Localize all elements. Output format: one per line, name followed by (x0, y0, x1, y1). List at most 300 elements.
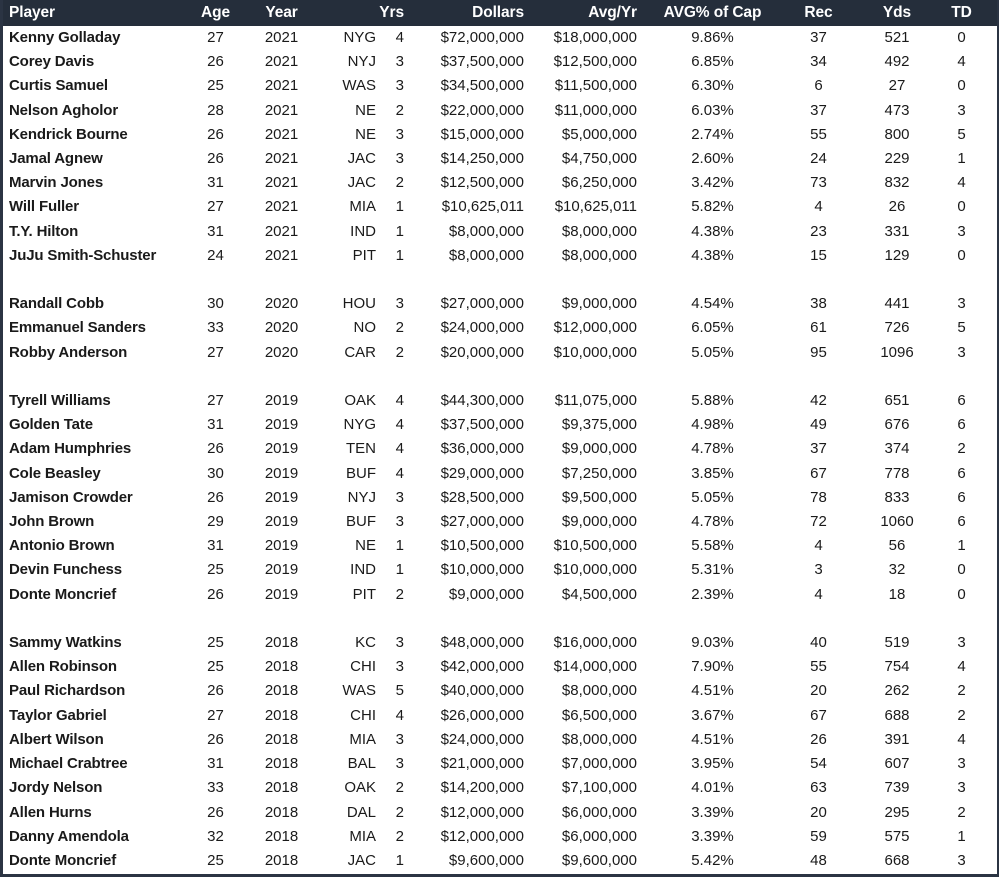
cell-avg-cap: 4.38% (691, 222, 734, 240)
cell-dollars: $44,300,000 (440, 392, 524, 410)
cell-dollars: $42,000,000 (440, 658, 524, 676)
cell-avg-cap: 6.03% (691, 101, 734, 119)
cell-yrs: 1 (395, 537, 404, 555)
cell-year: 2021 (264, 101, 299, 119)
cell-dollars: $40,000,000 (440, 682, 524, 700)
cell-avg-cap: 4.51% (691, 730, 734, 748)
cell-avg-cap: 2.60% (691, 150, 734, 168)
cell-avg-cap: 6.05% (691, 319, 734, 337)
cell-dollars: $9,000,000 (448, 585, 524, 603)
cell-yds: 295 (884, 803, 910, 821)
cell-yds: 32 (888, 561, 906, 579)
cell-dollars: $24,000,000 (440, 730, 524, 748)
cell-avg-yr: $9,500,000 (561, 488, 637, 506)
cell-rec: 34 (810, 53, 827, 71)
cell-team: BAL (347, 755, 376, 773)
cell-td: 0 (957, 198, 966, 216)
table-row[interactable] (3, 244, 999, 268)
table-row[interactable] (3, 704, 999, 728)
table-row[interactable] (3, 801, 999, 825)
cell-td: 0 (957, 29, 966, 46)
cell-avg-yr: $9,375,000 (561, 416, 637, 434)
cell-avg-yr: $10,000,000 (553, 343, 637, 361)
cell-year: 2021 (264, 77, 299, 95)
cell-avg-cap: 4.38% (691, 246, 734, 264)
cell-age: 27 (207, 343, 224, 361)
cell-age: 24 (207, 246, 224, 264)
cell-dollars: $10,000,000 (440, 561, 524, 579)
table-row[interactable] (3, 341, 999, 365)
cell-avg-cap: 3.85% (691, 464, 734, 482)
cell-dollars: $48,000,000 (440, 634, 524, 652)
cell-age: 25 (207, 561, 224, 579)
cell-avg-cap: 6.85% (691, 53, 734, 71)
cell-td: 3 (957, 222, 966, 240)
cell-team: MIA (349, 198, 376, 216)
cell-year: 2018 (264, 803, 299, 821)
cell-td: 4 (957, 658, 966, 676)
cell-yds: 519 (884, 634, 910, 652)
cell-yrs: 4 (395, 706, 404, 724)
cell-td: 3 (957, 101, 966, 119)
cell-year: 2019 (264, 561, 299, 579)
cell-td: 0 (957, 246, 966, 264)
cell-player: T.Y. Hilton (9, 222, 79, 240)
cell-rec: 55 (810, 125, 827, 143)
cell-yrs: 2 (395, 585, 404, 603)
cell-player: Curtis Samuel (9, 77, 108, 95)
cell-rec: 40 (810, 634, 827, 652)
cell-yrs: 1 (395, 561, 404, 579)
cell-avg-yr: $7,250,000 (561, 464, 637, 482)
cell-avg-cap: 3.39% (691, 803, 734, 821)
cell-year: 2021 (264, 222, 299, 240)
cell-yds: 832 (884, 174, 910, 192)
cell-td: 3 (957, 295, 966, 313)
table-row[interactable] (3, 123, 999, 147)
cell-avg-cap: 6.30% (691, 77, 734, 95)
column-header-age[interactable]: Age (201, 3, 230, 21)
cell-team: JAC (347, 851, 376, 869)
spacer-cell (3, 607, 999, 631)
cell-rec: 61 (810, 319, 827, 337)
cell-team: CHI (350, 658, 376, 676)
cell-team: WAS (342, 682, 376, 700)
column-header-yds[interactable]: Yds (882, 3, 912, 21)
cell-avg-cap: 2.39% (691, 585, 734, 603)
cell-team: NO (353, 319, 376, 337)
table-row[interactable] (3, 26, 999, 50)
cell-dollars: $28,500,000 (440, 488, 524, 506)
cell-year: 2018 (264, 851, 299, 869)
cell-avg-yr: $6,250,000 (561, 174, 637, 192)
cell-player: Kendrick Bourne (9, 125, 128, 143)
cell-age: 30 (207, 464, 224, 482)
table-row[interactable] (3, 825, 999, 849)
cell-avg-yr: $8,000,000 (561, 222, 637, 240)
cell-player: Cole Beasley (9, 464, 101, 482)
cell-avg-yr: $10,625,011 (554, 198, 637, 216)
cell-avg-yr: $12,000,000 (553, 319, 637, 337)
cell-player: Antonio Brown (9, 537, 115, 555)
table-row[interactable] (3, 510, 999, 534)
cell-age: 27 (207, 392, 224, 410)
cell-dollars: $8,000,000 (448, 222, 524, 240)
cell-yrs: 3 (395, 755, 404, 773)
cell-age: 26 (207, 585, 224, 603)
cell-player: Will Fuller (9, 198, 79, 216)
cell-avg-yr: $6,000,000 (561, 803, 637, 821)
cell-td: 4 (957, 174, 966, 192)
cell-rec: 15 (810, 246, 827, 264)
cell-player: JuJu Smith-Schuster (9, 246, 157, 264)
cell-year: 2018 (264, 706, 299, 724)
table-row[interactable] (3, 776, 999, 800)
cell-avg-cap: 3.67% (691, 706, 734, 724)
cell-year: 2019 (264, 488, 299, 506)
cell-avg-yr: $5,000,000 (561, 125, 637, 143)
cell-team: CHI (350, 706, 376, 724)
cell-age: 27 (207, 198, 224, 216)
table-row[interactable] (3, 195, 999, 219)
cell-td: 2 (957, 682, 966, 700)
cell-age: 30 (207, 295, 224, 313)
cell-dollars: $9,600,000 (448, 851, 524, 869)
cell-year: 2018 (264, 658, 299, 676)
cell-age: 26 (207, 125, 224, 143)
cell-team: JAC (347, 150, 376, 168)
cell-avg-cap: 5.88% (691, 392, 734, 410)
spacer-cell (3, 268, 999, 292)
cell-yrs: 3 (395, 150, 404, 168)
cell-avg-yr: $11,075,000 (554, 392, 637, 410)
cell-age: 31 (207, 755, 224, 773)
cell-year: 2021 (264, 198, 299, 216)
cell-yds: 668 (884, 851, 910, 869)
cell-team: PIT (352, 246, 376, 264)
cell-yds: 607 (884, 755, 910, 773)
cell-yrs: 3 (395, 488, 404, 506)
cell-yds: 391 (884, 730, 910, 748)
cell-yds: 651 (884, 392, 910, 410)
cell-rec: 37 (810, 101, 827, 119)
cell-year: 2021 (264, 53, 299, 71)
cell-td: 1 (957, 827, 966, 845)
cell-yrs: 2 (395, 101, 404, 119)
cell-yrs: 3 (395, 513, 404, 531)
cell-avg-yr: $8,000,000 (561, 730, 637, 748)
cell-team: NYG (343, 29, 376, 46)
cell-yds: 56 (888, 537, 906, 555)
cell-rec: 37 (810, 440, 827, 458)
cell-age: 25 (207, 658, 224, 676)
cell-year: 2019 (264, 464, 299, 482)
cell-age: 28 (207, 101, 224, 119)
cell-team: MIA (349, 827, 376, 845)
cell-rec: 42 (810, 392, 827, 410)
cell-rec: 38 (810, 295, 827, 313)
cell-player: Jordy Nelson (9, 779, 103, 797)
spacer-cell (3, 365, 999, 389)
cell-player: Golden Tate (9, 416, 93, 434)
cell-dollars: $26,000,000 (440, 706, 524, 724)
column-header-yrs[interactable]: Yrs (379, 3, 404, 21)
cell-player: Danny Amendola (9, 827, 129, 845)
cell-dollars: $27,000,000 (440, 513, 524, 531)
cell-rec: 20 (810, 682, 827, 700)
cell-team: NYJ (347, 488, 376, 506)
cell-yds: 229 (884, 150, 910, 168)
cell-year: 2021 (264, 125, 299, 143)
cell-yds: 1060 (880, 513, 914, 531)
cell-avg-cap: 4.78% (691, 513, 734, 531)
cell-td: 4 (957, 730, 966, 748)
cell-player: Marvin Jones (9, 174, 104, 192)
table-row[interactable] (3, 728, 999, 752)
cell-player: Jamal Agnew (9, 150, 103, 168)
cell-dollars: $8,000,000 (448, 246, 524, 264)
cell-player: Randall Cobb (9, 295, 104, 313)
cell-avg-yr: $10,500,000 (553, 537, 637, 555)
cell-age: 31 (207, 537, 224, 555)
cell-dollars: $21,000,000 (440, 755, 524, 773)
cell-avg-yr: $10,000,000 (553, 561, 637, 579)
cell-avg-cap: 4.54% (691, 295, 734, 313)
cell-player: Donte Moncrief (9, 851, 117, 869)
cell-avg-yr: $6,500,000 (561, 706, 637, 724)
column-header-avg-yr[interactable]: Avg/Yr (588, 3, 637, 21)
column-header-year[interactable]: Year (265, 3, 298, 21)
cell-dollars: $27,000,000 (440, 295, 524, 313)
cell-yds: 739 (884, 779, 910, 797)
cell-team: NE (355, 537, 376, 555)
table-row[interactable] (3, 171, 999, 195)
cell-team: PIT (352, 585, 376, 603)
cell-dollars: $15,000,000 (440, 125, 524, 143)
cell-rec: 23 (810, 222, 827, 240)
cell-yds: 800 (884, 125, 910, 143)
table-row[interactable] (3, 558, 999, 582)
cell-yrs: 4 (395, 29, 404, 46)
cell-rec: 4 (814, 585, 823, 603)
cell-td: 0 (957, 77, 966, 95)
cell-avg-cap: 5.05% (691, 488, 734, 506)
cell-avg-cap: 5.58% (691, 537, 734, 555)
column-header-player[interactable]: Player (9, 3, 55, 21)
cell-dollars: $37,500,000 (440, 53, 524, 71)
cell-yds: 374 (884, 440, 910, 458)
cell-dollars: $20,000,000 (440, 343, 524, 361)
cell-yds: 492 (884, 53, 910, 71)
cell-team: TEN (346, 440, 376, 458)
table-row[interactable] (3, 486, 999, 510)
cell-rec: 67 (810, 464, 827, 482)
cell-yrs: 2 (395, 319, 404, 337)
cell-age: 25 (207, 634, 224, 652)
cell-yrs: 2 (395, 827, 404, 845)
cell-dollars: $12,500,000 (440, 174, 524, 192)
table-row[interactable] (3, 50, 999, 74)
table-row[interactable] (3, 655, 999, 679)
cell-td: 6 (957, 416, 966, 434)
cell-td: 1 (957, 537, 966, 555)
cell-team: DAL (346, 803, 376, 821)
table-spacer-row (3, 607, 999, 631)
cell-yrs: 5 (395, 682, 404, 700)
cell-yrs: 3 (395, 295, 404, 313)
cell-avg-yr: $16,000,000 (553, 634, 637, 652)
cell-year: 2020 (264, 295, 299, 313)
column-header-avg-pct-of-cap[interactable]: AVG% of Cap (663, 3, 762, 21)
cell-player: Devin Funchess (9, 561, 122, 579)
cell-age: 31 (207, 174, 224, 192)
cell-avg-yr: $9,000,000 (561, 513, 637, 531)
cell-player: Albert Wilson (9, 730, 104, 748)
cell-team: BUF (346, 513, 376, 531)
cell-yds: 726 (884, 319, 910, 337)
cell-rec: 63 (810, 779, 827, 797)
cell-td: 3 (957, 851, 966, 869)
cell-age: 26 (207, 150, 224, 168)
cell-age: 32 (207, 827, 224, 845)
cell-year: 2019 (264, 585, 299, 603)
table-row[interactable] (3, 679, 999, 703)
cell-avg-yr: $12,500,000 (553, 53, 637, 71)
table-row[interactable] (3, 752, 999, 776)
cell-team: BUF (346, 464, 376, 482)
cell-age: 29 (207, 513, 224, 531)
table-row[interactable] (3, 534, 999, 558)
cell-td: 3 (957, 779, 966, 797)
cell-yrs: 4 (395, 440, 404, 458)
cell-yds: 688 (884, 706, 910, 724)
cell-rec: 78 (810, 488, 827, 506)
table-row[interactable] (3, 849, 999, 873)
cell-age: 26 (207, 488, 224, 506)
cell-yds: 473 (884, 101, 910, 119)
cell-td: 6 (957, 513, 966, 531)
cell-yds: 27 (888, 77, 906, 95)
table-row[interactable] (3, 147, 999, 171)
cell-td: 1 (957, 150, 966, 168)
cell-rec: 59 (810, 827, 827, 845)
wr-contracts-table (3, 0, 999, 873)
cell-year: 2021 (264, 150, 299, 168)
cell-player: Michael Crabtree (9, 755, 128, 773)
cell-yrs: 1 (395, 222, 404, 240)
cell-avg-cap: 3.42% (691, 174, 734, 192)
cell-year: 2018 (264, 827, 299, 845)
table-header (3, 0, 999, 26)
cell-rec: 20 (810, 803, 827, 821)
cell-age: 27 (207, 29, 224, 46)
cell-avg-cap: 5.31% (691, 561, 734, 579)
cell-team: MIA (349, 730, 376, 748)
cell-rec: 48 (810, 851, 827, 869)
cell-dollars: $29,000,000 (440, 464, 524, 482)
header-row (3, 0, 999, 26)
cell-year: 2018 (264, 682, 299, 700)
cell-avg-yr: $18,000,000 (553, 29, 637, 46)
cell-yds: 441 (884, 295, 910, 313)
cell-yds: 833 (884, 488, 910, 506)
column-header-team[interactable] (320, 0, 378, 26)
table-row[interactable] (3, 220, 999, 244)
cell-dollars: $10,500,000 (440, 537, 524, 555)
cell-rec: 73 (810, 174, 827, 192)
cell-avg-cap: 5.82% (691, 198, 734, 216)
cell-player: Jamison Crowder (9, 488, 133, 506)
cell-td: 0 (957, 561, 966, 579)
column-header-rec[interactable]: Rec (804, 3, 833, 21)
cell-year: 2020 (264, 319, 299, 337)
column-header-dollars[interactable]: Dollars (472, 3, 524, 21)
cell-rec: 4 (814, 198, 823, 216)
cell-avg-yr: $9,000,000 (561, 295, 637, 313)
table-row[interactable] (3, 74, 999, 98)
cell-dollars: $24,000,000 (440, 319, 524, 337)
cell-year: 2018 (264, 634, 299, 652)
cell-td: 2 (957, 706, 966, 724)
cell-avg-yr: $11,000,000 (554, 101, 637, 119)
cell-age: 26 (207, 682, 224, 700)
cell-avg-yr: $4,750,000 (561, 150, 637, 168)
cell-dollars: $14,200,000 (440, 779, 524, 797)
table-row[interactable] (3, 389, 999, 413)
cell-player: Allen Robinson (9, 658, 117, 676)
cell-td: 6 (957, 464, 966, 482)
table-row[interactable] (3, 99, 999, 123)
cell-rec: 4 (814, 537, 823, 555)
cell-rec: 54 (810, 755, 827, 773)
cell-year: 2019 (264, 392, 299, 410)
cell-dollars: $10,625,011 (441, 198, 524, 216)
cell-player: Kenny Golladay (9, 29, 121, 46)
cell-yrs: 3 (395, 125, 404, 143)
column-header-td[interactable]: TD (951, 3, 972, 21)
cell-td: 2 (957, 440, 966, 458)
cell-avg-yr: $9,000,000 (561, 440, 637, 458)
cell-avg-yr: $11,500,000 (554, 77, 637, 95)
table-row[interactable] (3, 316, 999, 340)
cell-team: IND (350, 561, 376, 579)
cell-player: Donte Moncrief (9, 585, 117, 603)
table-row[interactable] (3, 583, 999, 607)
cell-rec: 26 (810, 730, 827, 748)
cell-yrs: 1 (395, 198, 404, 216)
cell-dollars: $37,500,000 (440, 416, 524, 434)
cell-rec: 37 (810, 29, 827, 46)
table-row[interactable] (3, 292, 999, 316)
cell-team: OAK (344, 392, 376, 410)
cell-yrs: 3 (395, 77, 404, 95)
cell-player: Sammy Watkins (9, 634, 122, 652)
table-row[interactable] (3, 631, 999, 655)
cell-yrs: 2 (395, 343, 404, 361)
cell-rec: 72 (810, 513, 827, 531)
cell-avg-cap: 5.05% (691, 343, 734, 361)
table-row[interactable] (3, 413, 999, 437)
cell-rec: 55 (810, 658, 827, 676)
cell-year: 2018 (264, 755, 299, 773)
cell-player: Emmanuel Sanders (9, 319, 146, 337)
table-row[interactable] (3, 437, 999, 461)
cell-rec: 24 (810, 150, 827, 168)
table-row[interactable] (3, 462, 999, 486)
cell-year: 2018 (264, 730, 299, 748)
cell-yrs: 3 (395, 53, 404, 71)
cell-avg-cap: 3.95% (691, 755, 734, 773)
